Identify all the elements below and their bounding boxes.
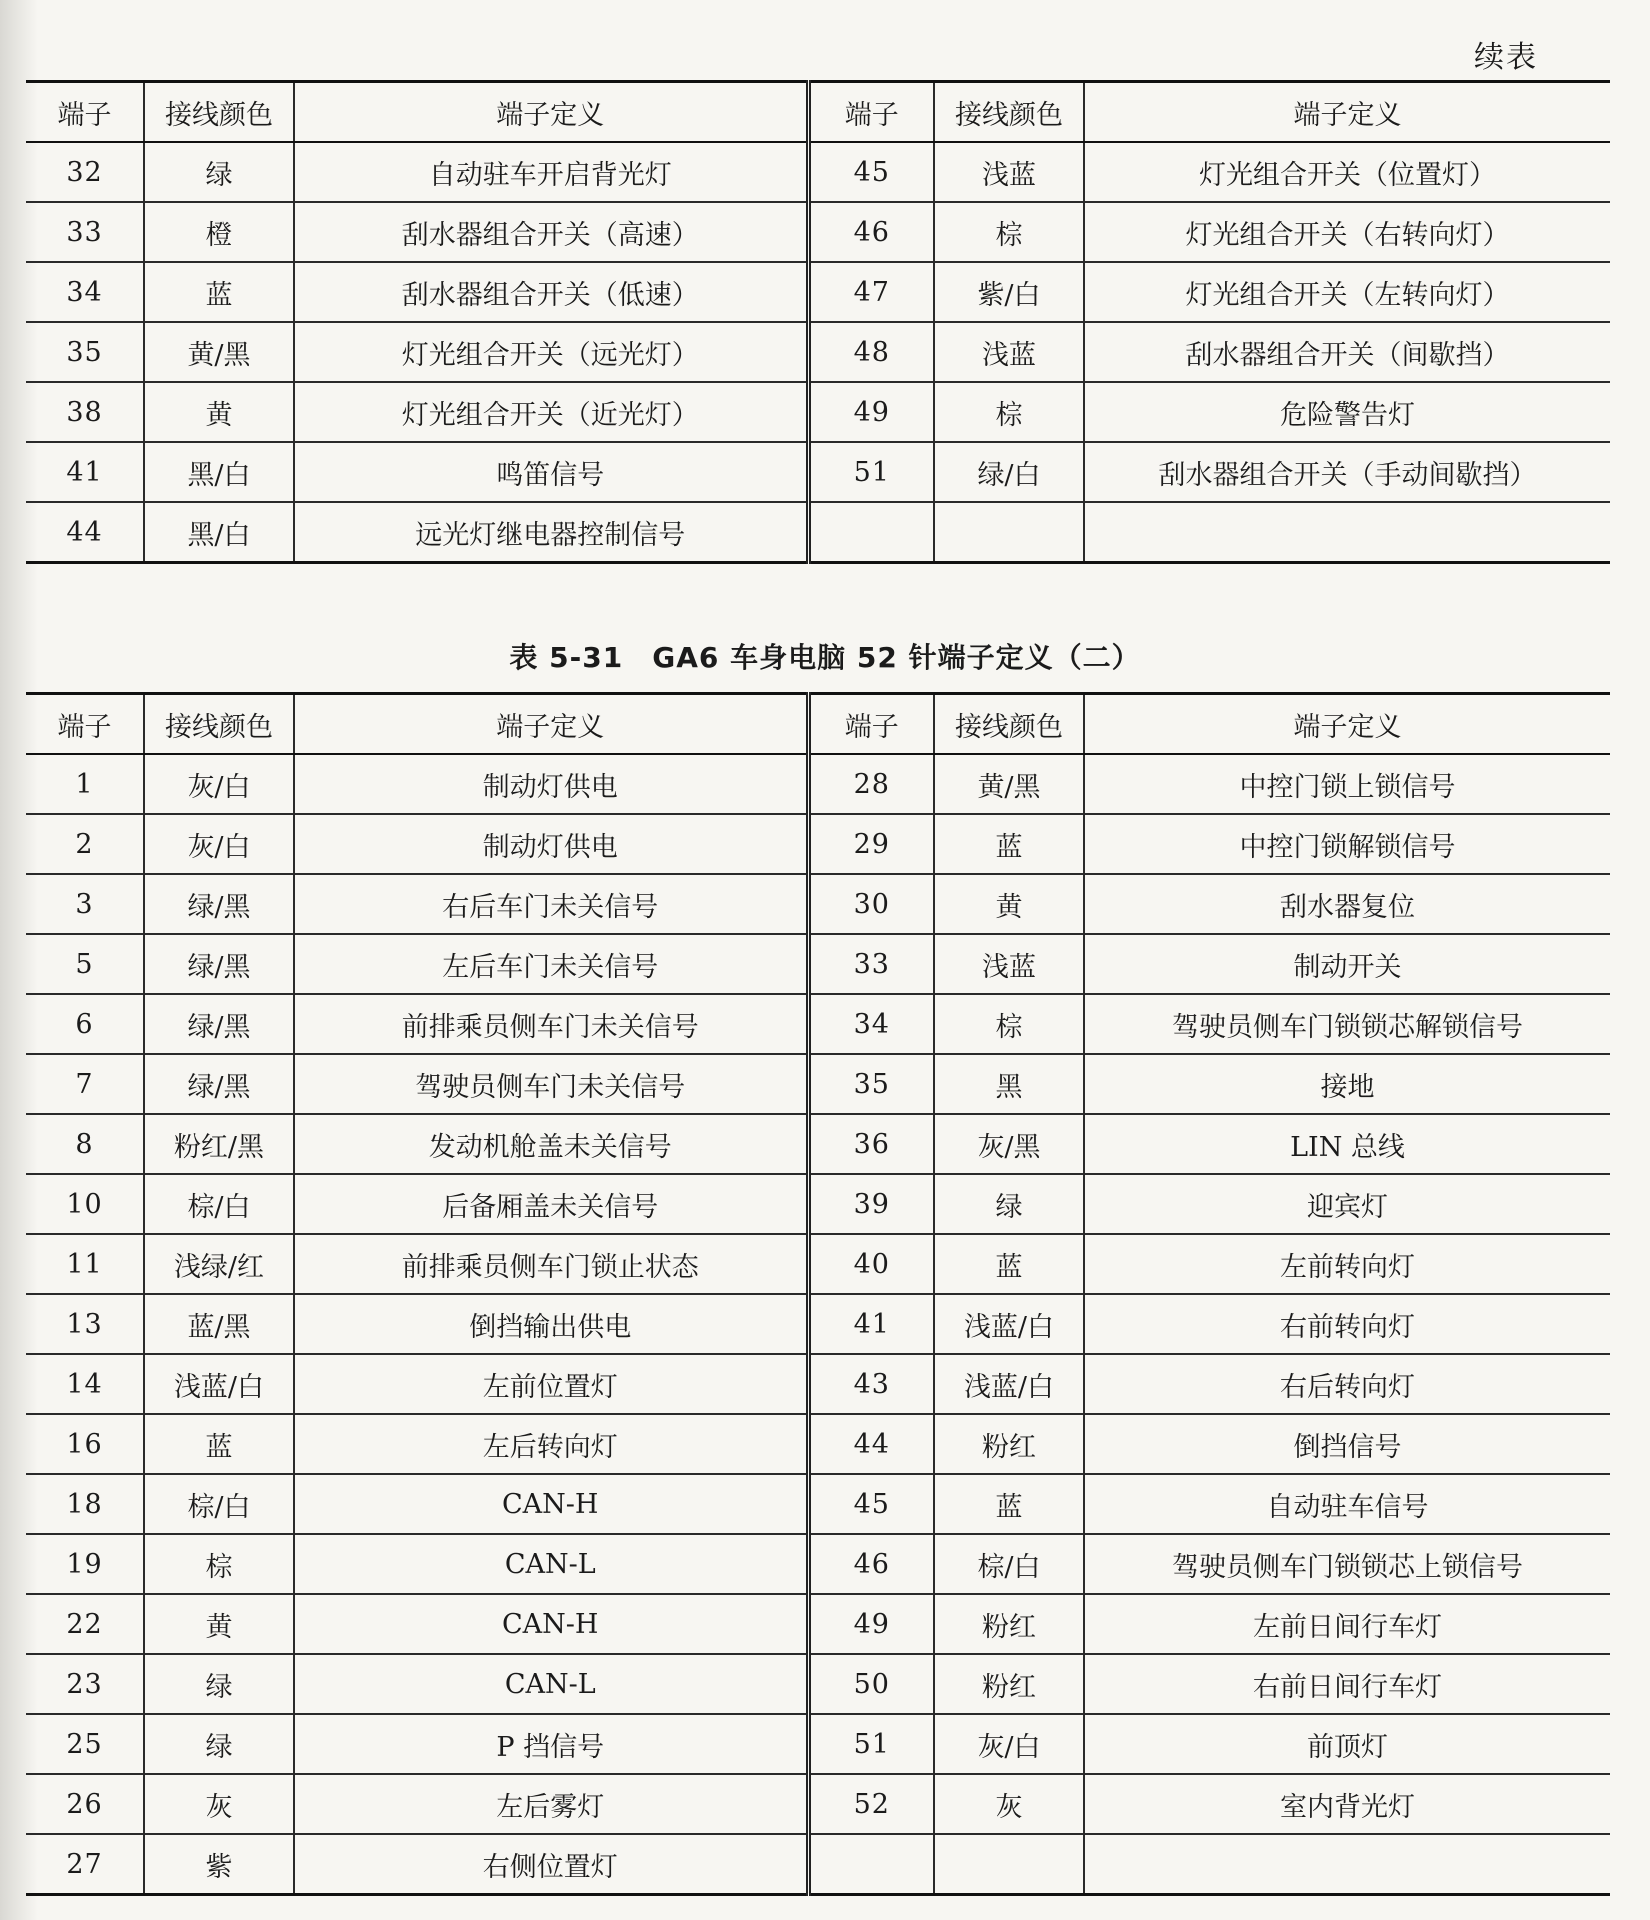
pin-cell: 36 (808, 1114, 934, 1174)
header-pin: 端子 (26, 694, 144, 755)
wire-color-cell: 黄/黑 (144, 322, 294, 382)
table-row (26, 934, 1610, 994)
definition-cell: 右后转向灯 (1084, 1354, 1610, 1414)
pin-cell: 49 (808, 382, 934, 442)
pin-cell: 26 (26, 1774, 144, 1834)
definition-cell: 前排乘员侧车门未关信号 (294, 994, 808, 1054)
pin-cell: 30 (808, 874, 934, 934)
pin-cell: 19 (26, 1534, 144, 1594)
pin-cell: 25 (26, 1714, 144, 1774)
table-row (26, 1114, 1610, 1174)
pin-cell: 23 (26, 1654, 144, 1714)
definition-cell: 刮水器组合开关（高速） (294, 202, 808, 262)
pin-cell: 51 (808, 442, 934, 502)
continuation-label: 续表 (1474, 40, 1538, 75)
wire-color-cell: 绿/黑 (144, 934, 294, 994)
pin-cell: 27 (26, 1834, 144, 1895)
header-pin: 端子 (808, 82, 934, 143)
pin-cell: 40 (808, 1234, 934, 1294)
wire-color-cell: 橙 (144, 202, 294, 262)
definition-cell: 迎宾灯 (1084, 1174, 1610, 1234)
pin-cell: 45 (808, 1474, 934, 1534)
wire-color-cell: 绿/黑 (144, 874, 294, 934)
wire-color-cell: 棕/白 (144, 1474, 294, 1534)
header-definition: 端子定义 (1084, 82, 1610, 143)
definition-cell: 自动驻车开启背光灯 (294, 142, 808, 202)
pin-cell: 52 (808, 1774, 934, 1834)
wire-color-cell: 棕 (934, 994, 1084, 1054)
pin-cell: 3 (26, 874, 144, 934)
header-wire-color: 接线颜色 (934, 694, 1084, 755)
wire-color-cell: 黑/白 (144, 502, 294, 563)
definition-cell: 左前日间行车灯 (1084, 1594, 1610, 1654)
pin-cell: 8 (26, 1114, 144, 1174)
definition-cell: CAN-L (294, 1654, 808, 1714)
wire-color-cell: 浅蓝/白 (934, 1354, 1084, 1414)
table-row (26, 262, 1610, 322)
wire-color-cell: 粉红 (934, 1594, 1084, 1654)
table-row (26, 202, 1610, 262)
definition-cell: 左前转向灯 (1084, 1234, 1610, 1294)
pin-cell: 51 (808, 1714, 934, 1774)
wire-color-cell: 粉红 (934, 1414, 1084, 1474)
wire-color-cell: 蓝 (934, 814, 1084, 874)
pin-cell: 48 (808, 322, 934, 382)
pin-cell: 28 (808, 754, 934, 814)
table-title: 表 5-31 GA6 车身电脑 52 针端子定义（二） (509, 641, 1141, 674)
header-pin: 端子 (26, 82, 144, 143)
definition-cell: 室内背光灯 (1084, 1774, 1610, 1834)
definition-cell: 制动灯供电 (294, 754, 808, 814)
wire-color-cell: 紫 (144, 1834, 294, 1895)
definition-cell (1084, 1834, 1610, 1895)
pin-cell: 50 (808, 1654, 934, 1714)
definition-cell: 接地 (1084, 1054, 1610, 1114)
wire-color-cell: 黑 (934, 1054, 1084, 1114)
pin-cell: 33 (26, 202, 144, 262)
wire-color-cell: 灰 (144, 1774, 294, 1834)
definition-cell: 灯光组合开关（远光灯） (294, 322, 808, 382)
pin-cell (808, 1834, 934, 1895)
table-row (26, 1714, 1610, 1774)
definition-cell: 发动机舱盖未关信号 (294, 1114, 808, 1174)
pin-cell: 16 (26, 1414, 144, 1474)
pin-cell: 35 (26, 322, 144, 382)
pin-cell: 32 (26, 142, 144, 202)
table-row (26, 1414, 1610, 1474)
pin-cell: 41 (26, 442, 144, 502)
pin-cell: 44 (808, 1414, 934, 1474)
pin-cell: 35 (808, 1054, 934, 1114)
wire-color-cell: 棕 (934, 382, 1084, 442)
table-row (26, 1474, 1610, 1534)
wire-color-cell: 蓝 (144, 262, 294, 322)
wire-color-cell: 绿/白 (934, 442, 1084, 502)
table-row (26, 382, 1610, 442)
definition-cell: 制动开关 (1084, 934, 1610, 994)
pin-cell: 34 (26, 262, 144, 322)
wire-color-cell: 粉红/黑 (144, 1114, 294, 1174)
definition-cell: 左前位置灯 (294, 1354, 808, 1414)
wire-color-cell: 绿/黑 (144, 994, 294, 1054)
wire-color-cell: 蓝 (144, 1414, 294, 1474)
table-row (26, 1774, 1610, 1834)
definition-cell: 刮水器组合开关（手动间歇挡） (1084, 442, 1610, 502)
header-wire-color: 接线颜色 (934, 82, 1084, 143)
wire-color-cell: 浅蓝/白 (144, 1354, 294, 1414)
wire-color-cell: 浅蓝 (934, 322, 1084, 382)
definition-cell: CAN-H (294, 1594, 808, 1654)
table-row (26, 142, 1610, 202)
pin-cell: 41 (808, 1294, 934, 1354)
definition-cell: 驾驶员侧车门锁锁芯上锁信号 (1084, 1534, 1610, 1594)
definition-cell: 灯光组合开关（右转向灯） (1084, 202, 1610, 262)
pin-cell: 46 (808, 1534, 934, 1594)
table-row (26, 1654, 1610, 1714)
pin-cell: 43 (808, 1354, 934, 1414)
wire-color-cell: 蓝 (934, 1234, 1084, 1294)
table-row (26, 874, 1610, 934)
pin-cell: 44 (26, 502, 144, 563)
pin-cell: 22 (26, 1594, 144, 1654)
definition-cell: 倒挡信号 (1084, 1414, 1610, 1474)
definition-cell: 左后转向灯 (294, 1414, 808, 1474)
wire-color-cell: 浅蓝/白 (934, 1294, 1084, 1354)
definition-cell: CAN-H (294, 1474, 808, 1534)
definition-cell: P 挡信号 (294, 1714, 808, 1774)
definition-cell: 刮水器组合开关（间歇挡） (1084, 322, 1610, 382)
wire-color-cell: 棕/白 (144, 1174, 294, 1234)
definition-cell: 鸣笛信号 (294, 442, 808, 502)
pin-cell (808, 502, 934, 563)
pin-cell: 18 (26, 1474, 144, 1534)
table-row (26, 502, 1610, 563)
definition-cell: 右前日间行车灯 (1084, 1654, 1610, 1714)
wire-color-cell: 绿 (144, 1714, 294, 1774)
pin-cell: 38 (26, 382, 144, 442)
definition-cell: 中控门锁上锁信号 (1084, 754, 1610, 814)
table-row (26, 1354, 1610, 1414)
definition-cell: 右后车门未关信号 (294, 874, 808, 934)
table-header-row (26, 694, 1610, 755)
wire-color-cell: 蓝 (934, 1474, 1084, 1534)
table-row (26, 754, 1610, 814)
table-row (26, 442, 1610, 502)
pin-cell: 29 (808, 814, 934, 874)
header-wire-color: 接线颜色 (144, 694, 294, 755)
definition-cell: 右侧位置灯 (294, 1834, 808, 1895)
pin-cell: 47 (808, 262, 934, 322)
wire-color-cell: 绿/黑 (144, 1054, 294, 1114)
wire-color-cell: 黄 (144, 1594, 294, 1654)
wire-color-cell: 灰/白 (934, 1714, 1084, 1774)
definition-cell: 刮水器组合开关（低速） (294, 262, 808, 322)
table-row (26, 1234, 1610, 1294)
pin-cell: 49 (808, 1594, 934, 1654)
pin-cell: 46 (808, 202, 934, 262)
definition-cell: 自动驻车信号 (1084, 1474, 1610, 1534)
table-row (26, 994, 1610, 1054)
wire-color-cell: 灰/白 (144, 814, 294, 874)
definition-cell: 灯光组合开关（左转向灯） (1084, 262, 1610, 322)
pin-cell: 7 (26, 1054, 144, 1114)
table-row (26, 1294, 1610, 1354)
header-definition: 端子定义 (1084, 694, 1610, 755)
wire-color-cell: 棕 (934, 202, 1084, 262)
table-row (26, 1054, 1610, 1114)
wire-color-cell: 灰 (934, 1774, 1084, 1834)
definition-cell: LIN 总线 (1084, 1114, 1610, 1174)
pin-cell: 11 (26, 1234, 144, 1294)
table-row (26, 1594, 1610, 1654)
pin-cell: 6 (26, 994, 144, 1054)
definition-cell: 驾驶员侧车门锁锁芯解锁信号 (1084, 994, 1610, 1054)
continued-pin-table (26, 80, 1610, 564)
definition-cell: 刮水器复位 (1084, 874, 1610, 934)
header-definition: 端子定义 (294, 82, 808, 143)
pin-cell: 2 (26, 814, 144, 874)
definition-cell: 驾驶员侧车门未关信号 (294, 1054, 808, 1114)
wire-color-cell: 黑/白 (144, 442, 294, 502)
definition-cell: 后备厢盖未关信号 (294, 1174, 808, 1234)
wire-color-cell: 灰/黑 (934, 1114, 1084, 1174)
table-row (26, 814, 1610, 874)
wire-color-cell: 紫/白 (934, 262, 1084, 322)
wire-color-cell: 绿 (144, 1654, 294, 1714)
definition-cell: CAN-L (294, 1534, 808, 1594)
wire-color-cell: 浅绿/红 (144, 1234, 294, 1294)
pin-cell: 14 (26, 1354, 144, 1414)
definition-cell: 右前转向灯 (1084, 1294, 1610, 1354)
definition-cell (1084, 502, 1610, 563)
pin-cell: 34 (808, 994, 934, 1054)
definition-cell: 左后雾灯 (294, 1774, 808, 1834)
definition-cell: 灯光组合开关（位置灯） (1084, 142, 1610, 202)
definition-cell: 制动灯供电 (294, 814, 808, 874)
table-row (26, 1534, 1610, 1594)
wire-color-cell: 浅蓝 (934, 934, 1084, 994)
wire-color-cell: 黄/黑 (934, 754, 1084, 814)
pin-cell: 39 (808, 1174, 934, 1234)
pin-cell: 5 (26, 934, 144, 994)
definition-cell: 中控门锁解锁信号 (1084, 814, 1610, 874)
wire-color-cell: 绿 (934, 1174, 1084, 1234)
pin-cell: 33 (808, 934, 934, 994)
definition-cell: 灯光组合开关（近光灯） (294, 382, 808, 442)
wire-color-cell (934, 1834, 1084, 1895)
pin-cell: 45 (808, 142, 934, 202)
wire-color-cell: 绿 (144, 142, 294, 202)
definition-cell: 左后车门未关信号 (294, 934, 808, 994)
wire-color-cell: 棕/白 (934, 1534, 1084, 1594)
wire-color-cell: 黄 (934, 874, 1084, 934)
definition-cell: 倒挡输出供电 (294, 1294, 808, 1354)
pin-cell: 10 (26, 1174, 144, 1234)
definition-cell: 危险警告灯 (1084, 382, 1610, 442)
table-header-row (26, 82, 1610, 143)
wire-color-cell: 粉红 (934, 1654, 1084, 1714)
wire-color-cell: 灰/白 (144, 754, 294, 814)
definition-cell: 前排乘员侧车门锁止状态 (294, 1234, 808, 1294)
definition-cell: 远光灯继电器控制信号 (294, 502, 808, 563)
header-wire-color: 接线颜色 (144, 82, 294, 143)
wire-color-cell: 黄 (144, 382, 294, 442)
pin-cell: 1 (26, 754, 144, 814)
table-row (26, 1174, 1610, 1234)
wire-color-cell (934, 502, 1084, 563)
table-row (26, 322, 1610, 382)
pin-definition-table (26, 692, 1610, 1896)
table-row (26, 1834, 1610, 1895)
definition-cell: 前顶灯 (1084, 1714, 1610, 1774)
header-pin: 端子 (808, 694, 934, 755)
pin-cell: 13 (26, 1294, 144, 1354)
wire-color-cell: 棕 (144, 1534, 294, 1594)
header-definition: 端子定义 (294, 694, 808, 755)
wire-color-cell: 浅蓝 (934, 142, 1084, 202)
wire-color-cell: 蓝/黑 (144, 1294, 294, 1354)
